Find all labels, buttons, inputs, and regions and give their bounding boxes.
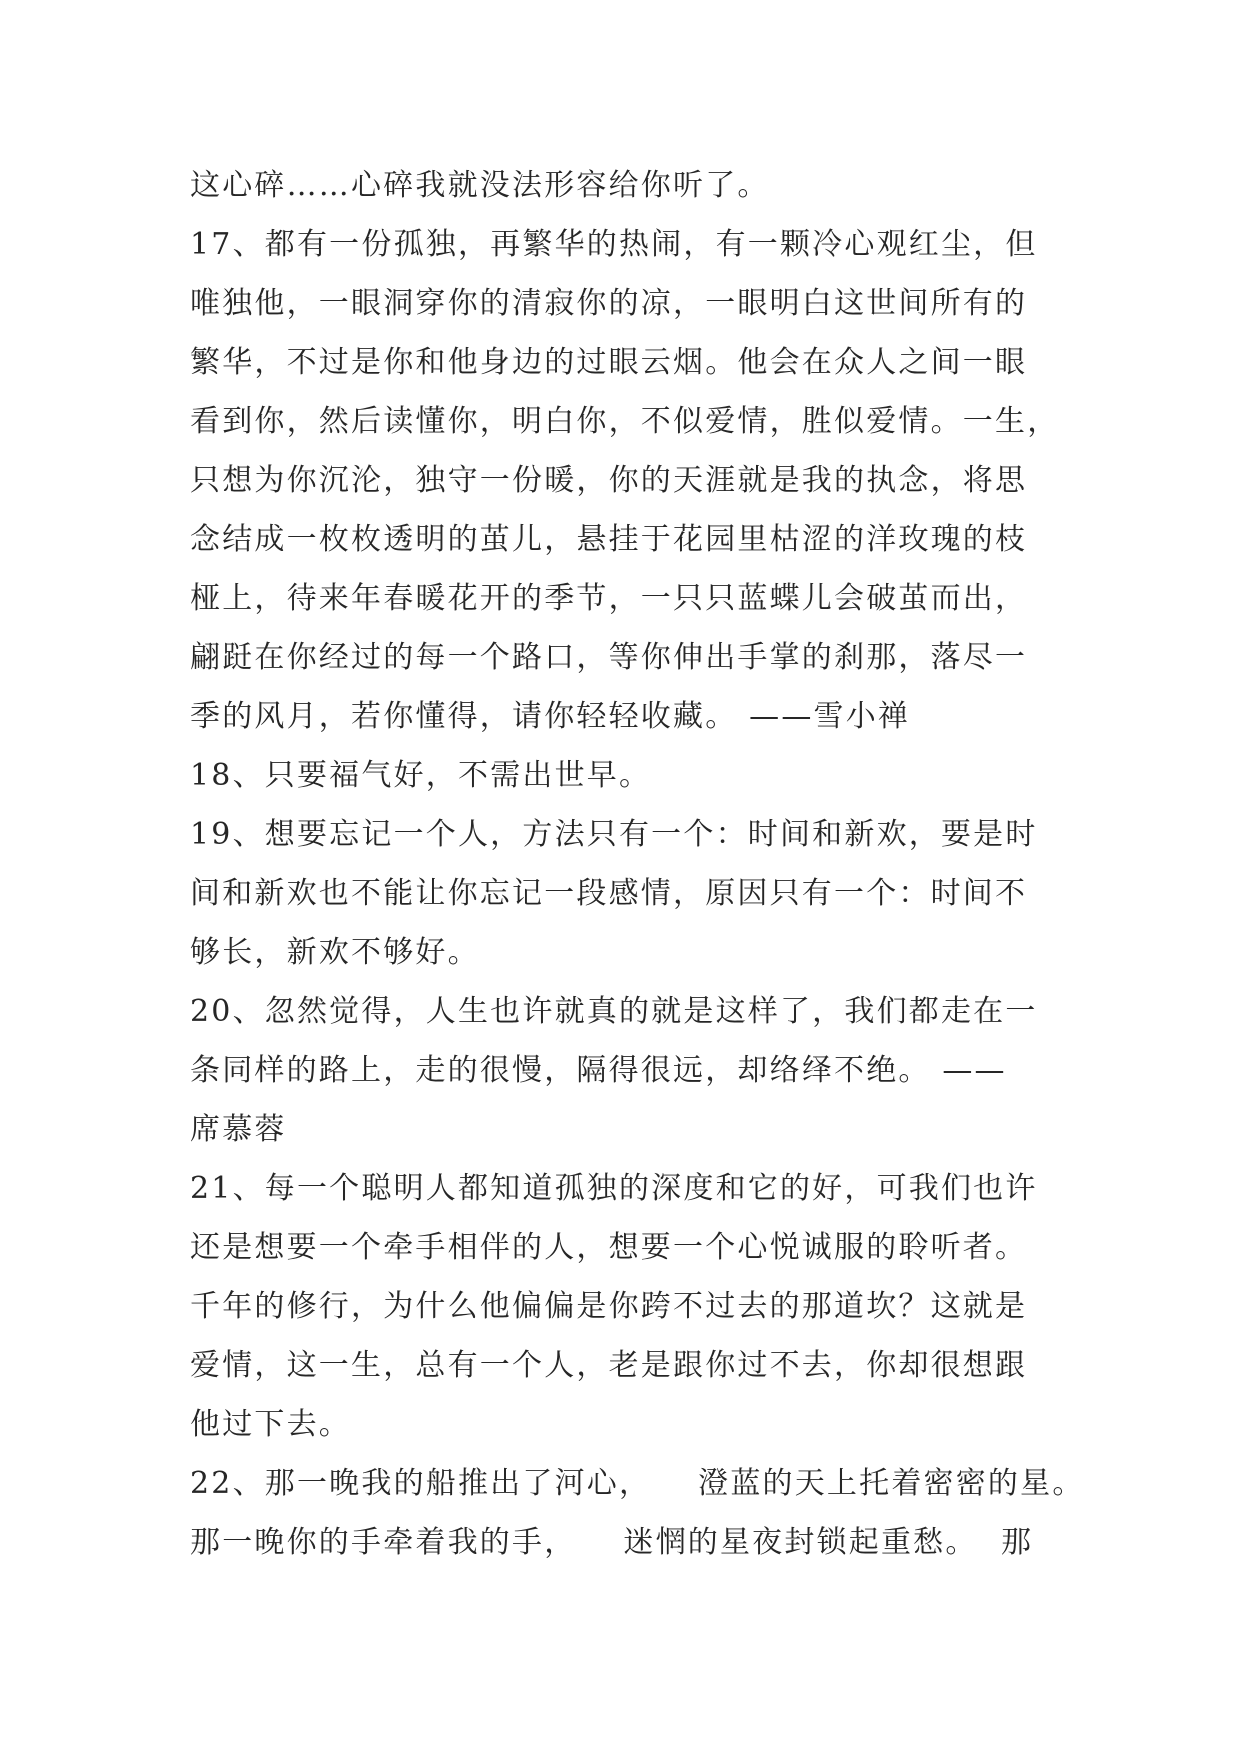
text-line: 这心碎……心碎我就没法形容给你听了。 <box>190 168 770 203</box>
text-line: 看到你，然后读懂你，明白你，不似爱情，胜似爱情。一生， <box>190 404 1060 439</box>
text-line: 桠上，待来年春暖花开的季节，一只只蓝蝶儿会破茧而出， <box>190 581 1028 616</box>
text-line: 21、每一个聪明人都知道孤独的深度和它的好，可我们也许 <box>190 1171 1038 1206</box>
text-line: 够长，新欢不够好。 <box>190 935 480 970</box>
text-line: 他过下去。 <box>190 1407 351 1442</box>
text-line: 17、都有一份孤独，再繁华的热闹，有一颗冷心观红尘，但 <box>190 227 1038 262</box>
text-line: 间和新欢也不能让你忘记一段感情，原因只有一个：时间不 <box>190 876 1028 911</box>
text-line: 20、忽然觉得，人生也许就真的就是这样了，我们都走在一 <box>190 994 1038 1029</box>
text-line: 只想为你沉沦，独守一份暖，你的天涯就是我的执念，将思 <box>190 463 1028 498</box>
text-line: 繁华，不过是你和他身边的过眼云烟。他会在众人之间一眼 <box>190 345 1028 380</box>
text-line: 18、只要福气好，不需出世早。 <box>190 758 652 793</box>
text-line: 千年的修行，为什么他偏偏是你跨不过去的那道坎？这就是 <box>190 1289 1028 1324</box>
text-line: 还是想要一个牵手相伴的人，想要一个心悦诚服的聆听者。 <box>190 1230 1028 1265</box>
text-line: 爱情，这一生，总有一个人，老是跟你过不去，你却很想跟 <box>190 1348 1028 1383</box>
text-line: 念结成一枚枚透明的茧儿，悬挂于花园里枯涩的洋玫瑰的枝 <box>190 522 1028 557</box>
text-line: 翩跹在你经过的每一个路口，等你伸出手掌的刹那，落尽一 <box>190 640 1028 675</box>
text-line: 唯独他，一眼洞穿你的清寂你的凉，一眼明白这世间所有的 <box>190 286 1028 321</box>
text-line: 席慕蓉 <box>190 1112 287 1147</box>
text-line: 季的风月，若你懂得，请你轻轻收藏。 ——雪小禅 <box>190 699 911 734</box>
text-line: 那一晚你的手牵着我的手， 迷惘的星夜封锁起重愁。 那 <box>190 1525 1034 1560</box>
body-text <box>190 156 1085 1572</box>
text-line: 22、那一晚我的船推出了河心， 澄蓝的天上托着密密的星。 <box>190 1466 1085 1501</box>
text-line: 条同样的路上，走的很慢，隔得很远，却络绎不绝。 —— <box>190 1053 1007 1088</box>
text-line: 19、想要忘记一个人，方法只有一个：时间和新欢，要是时 <box>190 817 1038 852</box>
